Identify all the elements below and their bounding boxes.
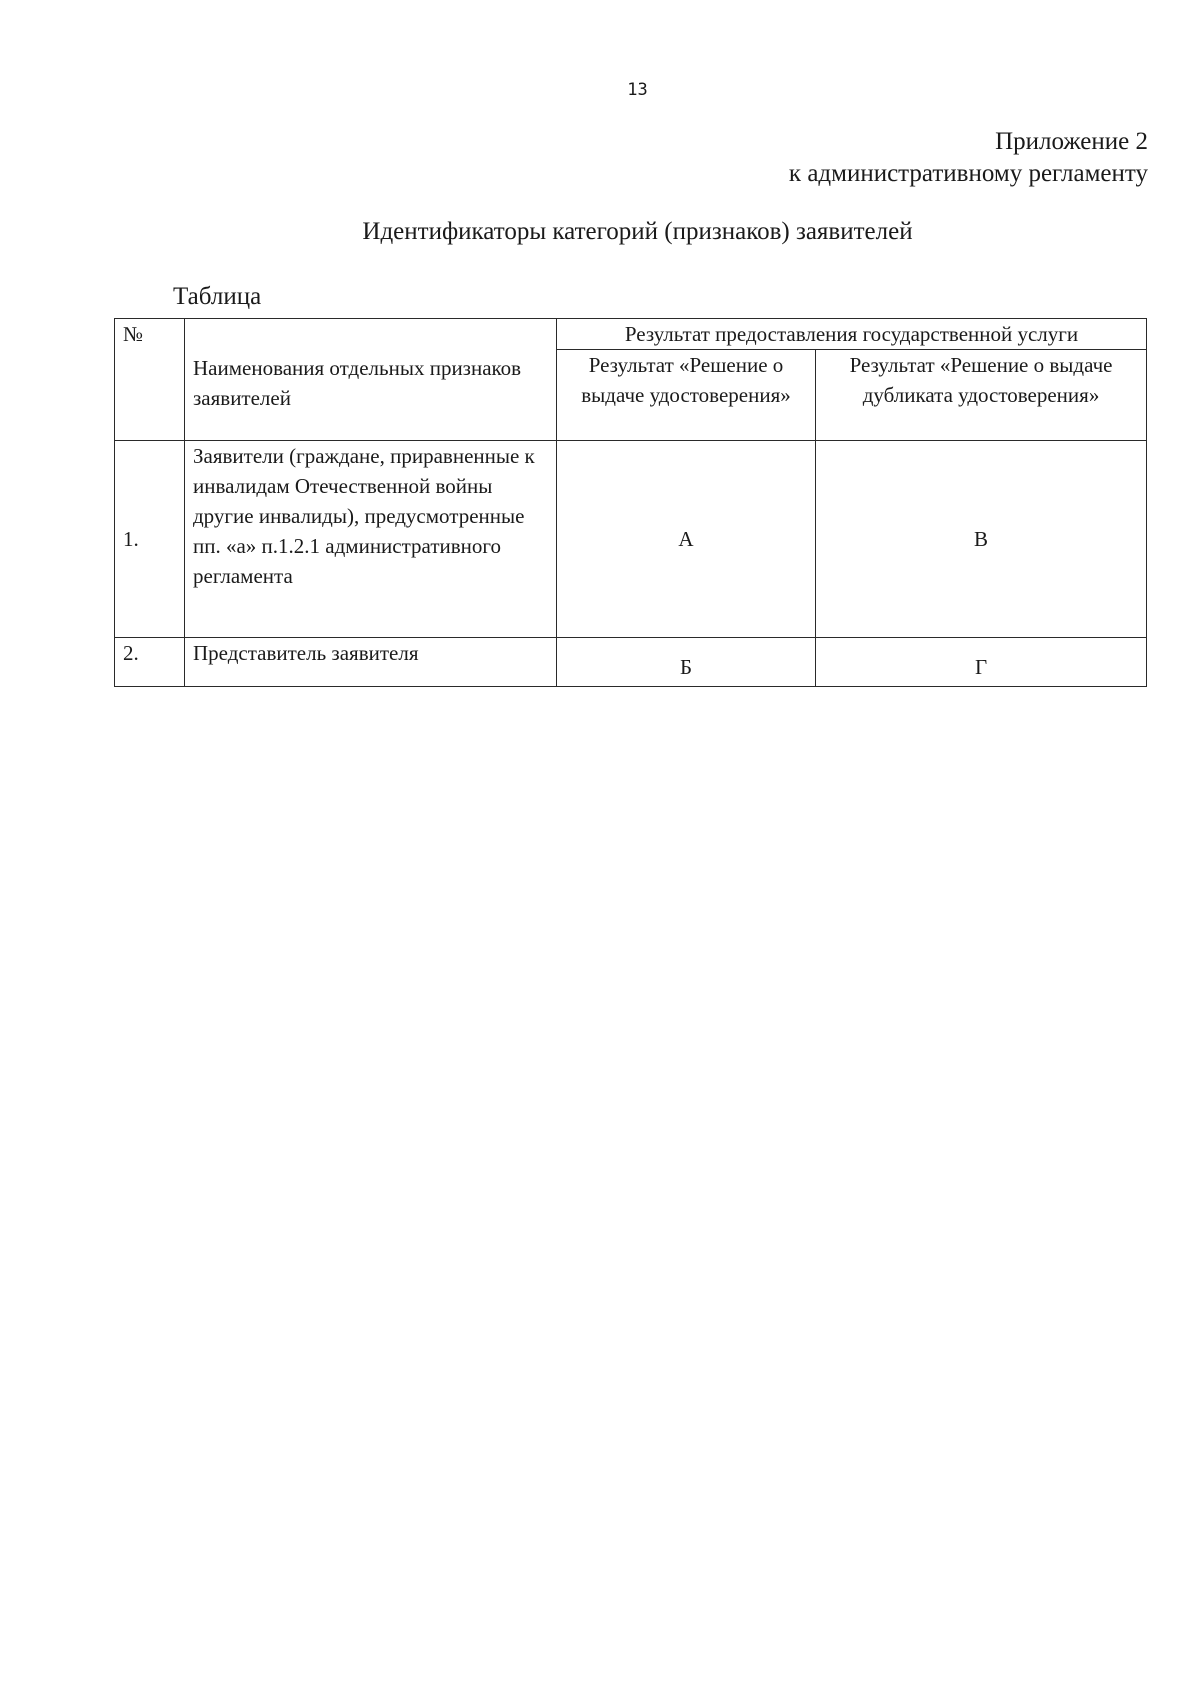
row-result-1: А [557, 441, 816, 638]
table-header-row [115, 319, 1147, 350]
header-name [185, 319, 557, 441]
document-title: Идентификаторы категорий (признаков) заявителей [362, 218, 913, 245]
row-number: 1. [115, 441, 185, 638]
appendix-line-2: к административному регламенту [788, 160, 1148, 187]
header-result-group: Результат предоставления государственной услуги [557, 319, 1147, 350]
row-name: Представитель заявителя [185, 638, 557, 687]
header-name-text: Наименования отдельных признаков заявителей [193, 355, 522, 410]
table-caption: Таблица [173, 283, 262, 310]
appendix-line-1: Приложение 2 [995, 128, 1148, 155]
row-result-1: Б [557, 638, 816, 687]
header-number: № [115, 319, 185, 441]
row-result-2: В [816, 441, 1147, 638]
appendix-reference [789, 126, 1148, 190]
row-result-2: Г [816, 638, 1147, 687]
header-result-1: Результат «Решение о выдаче удостоверения» [557, 350, 816, 441]
row-name: Заявители (граждане, приравненные к инвалидам Отечественной войны другие инвалиды), предусмотренные пп. «а» п.1.2.1 административного регламента [185, 441, 557, 638]
applicant-categories-table [114, 318, 1147, 687]
page-number: 13 [627, 80, 648, 100]
table-row [115, 441, 1147, 638]
row-number: 2. [115, 638, 185, 687]
table-row [115, 638, 1147, 687]
header-result-2: Результат «Решение о выдаче дубликата удостоверения» [816, 350, 1147, 441]
